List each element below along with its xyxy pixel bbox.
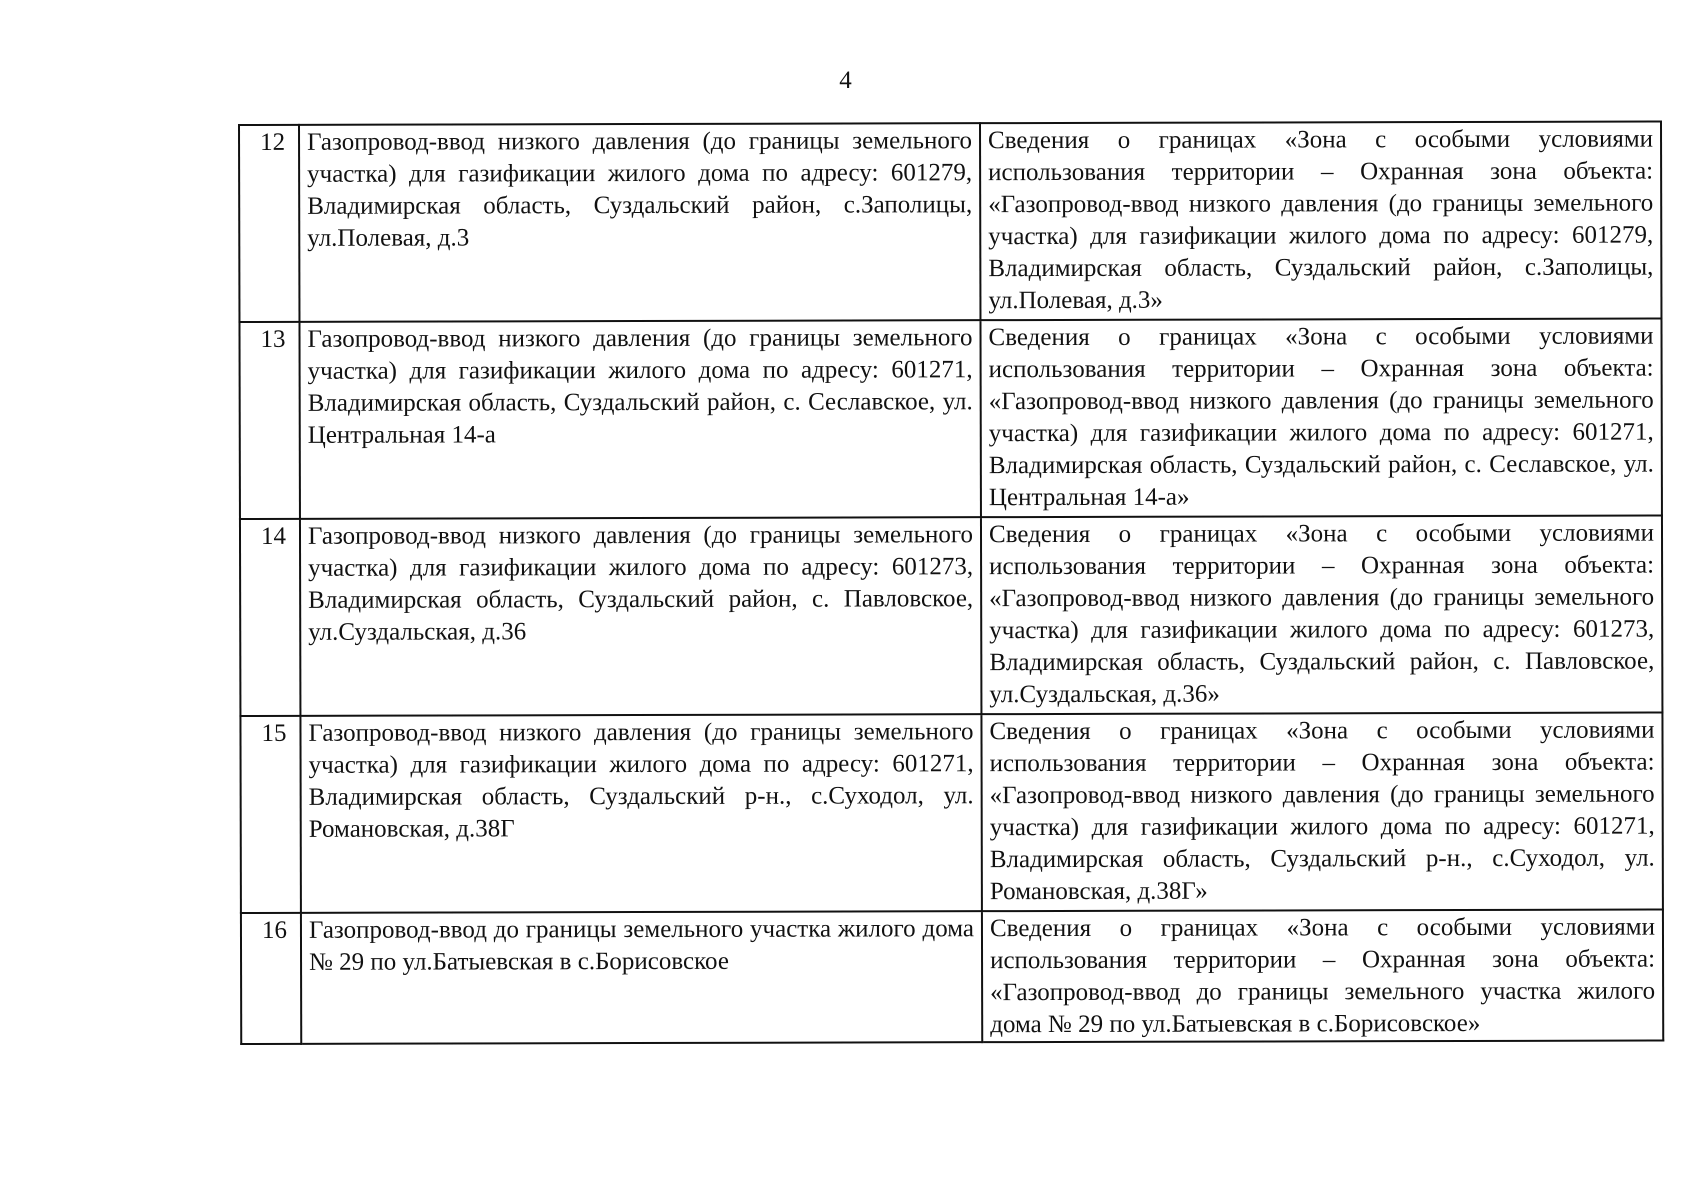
boundary-info-cell: Сведения о границах «Зона с особыми условиями использования территории – Охранная зона объекта: «Газопровод-ввод низкого давления (до границы земельного участка) для газификации жилого дома по адресу: 601271, Владимирская область, Суздальский район, с. Сеславское, ул. Центральная 14-а» — [980, 319, 1661, 518]
table-row — [239, 319, 1661, 519]
row-number: 15 — [240, 716, 300, 913]
row-number: 16 — [241, 913, 301, 1044]
boundary-info-cell: Сведения о границах «Зона с особыми условиями использования территории – Охранная зона объекта: «Газопровод-ввод низкого давления (до границы земельного участка) для газификации жилого дома по адресу: 601273, Владимирская область, Суздальский район, с. Павловское, ул.Суздальская, д.36» — [981, 516, 1662, 715]
table-row — [239, 122, 1661, 322]
object-name-cell: Газопровод-ввод низкого давления (до границы земельного участка) для газификации жилого дома по адресу: 601271, Владимирская область, Суздальский район, с. Сеславское, ул. Центральная 14-а — [299, 320, 980, 519]
table-row — [240, 516, 1662, 716]
boundary-info-cell: Сведения о границах «Зона с особыми условиями использования территории – Охранная зона объекта: «Газопровод-ввод до границы земельного участка жилого дома № 29 по ул.Батыевская в с.Борисовское» — [982, 910, 1663, 1043]
row-number: 13 — [239, 322, 299, 519]
objects-table — [238, 121, 1664, 1045]
table-row — [240, 713, 1662, 913]
object-name-cell: Газопровод-ввод до границы земельного участка жилого дома № 29 по ул.Батыевская в с.Борисовское — [301, 911, 982, 1044]
object-name-cell: Газопровод-ввод низкого давления (до границы земельного участка) для газификации жилого дома по адресу: 601279, Владимирская область, Суздальский район, с.Заполицы, ул.Полевая, д.3 — [299, 123, 980, 322]
row-number: 12 — [239, 125, 299, 322]
object-name-cell: Газопровод-ввод низкого давления (до границы земельного участка) для газификации жилого дома по адресу: 601273, Владимирская область, Суздальский район, с. Павловское, ул.Суздальская, д.36 — [300, 517, 981, 716]
object-name-cell: Газопровод-ввод низкого давления (до границы земельного участка) для газификации жилого дома по адресу: 601271, Владимирская область, Суздальский р-н., с.Суходол, ул. Романовская, д.38Г — [300, 714, 981, 913]
row-number: 14 — [240, 519, 300, 716]
table-row — [241, 910, 1663, 1044]
page-number: 4 — [839, 67, 852, 94]
boundary-info-cell: Сведения о границах «Зона с особыми условиями использования территории – Охранная зона объекта: «Газопровод-ввод низкого давления (до границы земельного участка) для газификации жилого дома по адресу: 601271, Владимирская область, Суздальский р-н., с.Суходол, ул. Романовская, д.38Г» — [981, 713, 1662, 912]
boundary-info-cell: Сведения о границах «Зона с особыми условиями использования территории – Охранная зона объекта: «Газопровод-ввод низкого давления (до границы земельного участка) для газификации жилого дома по адресу: 601279, Владимирская область, Суздальский район, с.Заполицы, ул.Полевая, д.3» — [980, 122, 1661, 321]
